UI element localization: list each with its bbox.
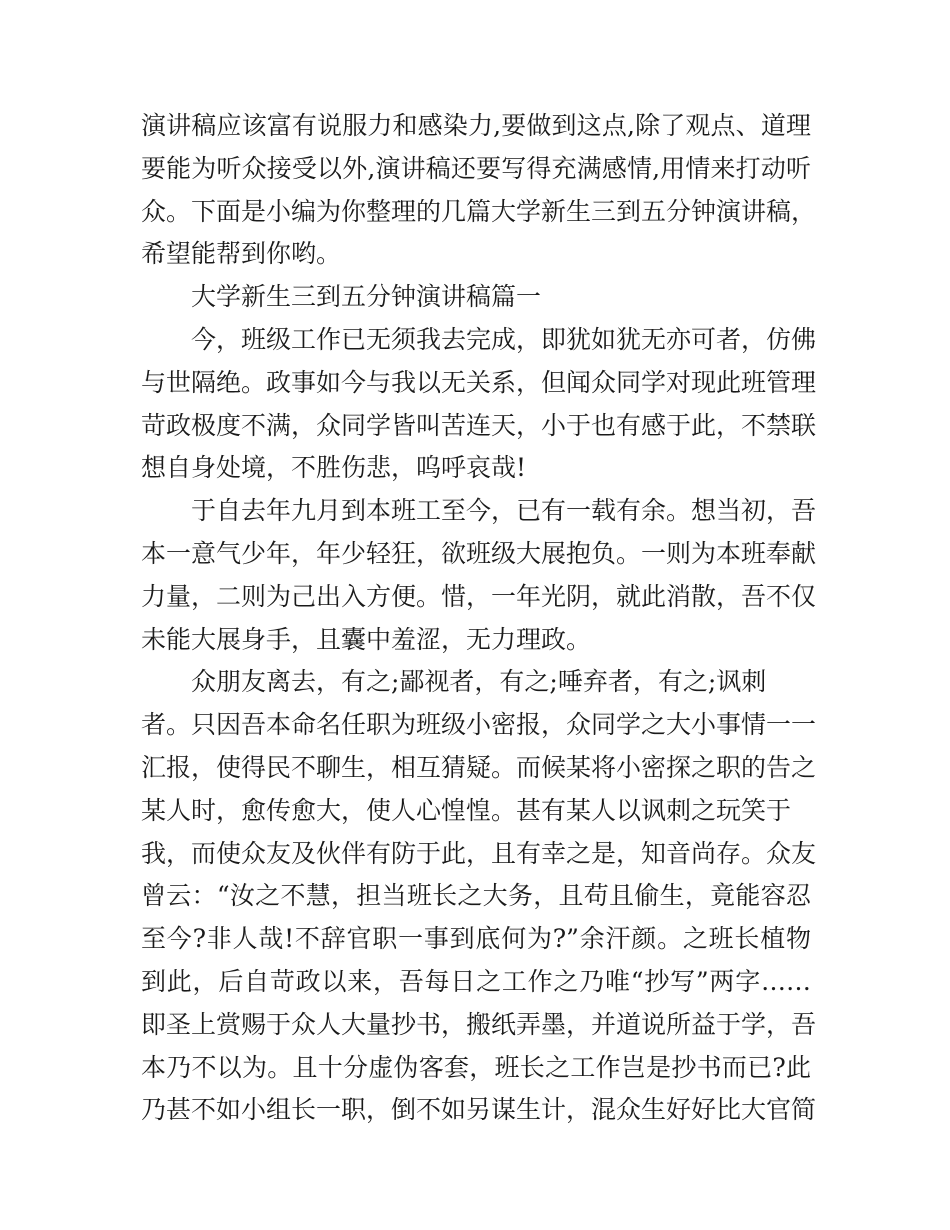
text-line: 者。只因吾本命名任职为班级小密报，众同学之大小事情一一 [141, 710, 817, 740]
text-line: 要能为听众接受以外,演讲稿还要写得充满感情,用情来打动听 [141, 153, 811, 183]
text-line: 我，而使众友及伙伴有防于此，且有幸之是，知音尚存。众友 [141, 838, 817, 868]
text-line: 乃甚不如小组长一职，倒不如另谋生计，混众生好好比大官简 [141, 1095, 817, 1125]
text-line: 众朋友离去，有之;鄙视者，有之;唾弃者，有之;讽刺 [191, 667, 767, 697]
text-line: 今，班级工作已无须我去完成，即犹如犹无亦可者，仿佛 [191, 324, 817, 354]
text-line: 苛政极度不满，众同学皆叫苦连天，小于也有感于此，不禁联 [141, 410, 817, 440]
text-line: 某人时，愈传愈大，使人心惶惶。甚有某人以讽刺之玩笑于 [141, 795, 792, 825]
text-line: 本一意气少年，年少轻狂，欲班级大展抱负。一则为本班奉献 [141, 538, 817, 568]
text-line: 力量，二则为己出入方便。惜，一年光阴，就此消散，吾不仅 [141, 581, 817, 611]
text-line: 想自身处境，不胜伤悲，呜呼哀哉! [141, 453, 527, 483]
document-body [141, 105, 817, 1132]
text-line: 于自去年九月到本班工至今，已有一载有余。想当初，吾 [191, 496, 817, 526]
text-line: 曾云：“汝之不慧，担当班长之大务，且苟且偷生，竟能容忍 [141, 881, 811, 911]
text-line: 大学新生三到五分钟演讲稿篇一 [191, 282, 542, 312]
text-line: 与世隔绝。政事如今与我以无关系，但闻众同学对现此班管理 [141, 367, 817, 397]
text-line: 演讲稿应该富有说服力和感染力,要做到这点,除了观点、道理 [141, 111, 811, 140]
text-line: 汇报，使得民不聊生，相互猜疑。而候某将小密探之职的告之 [141, 752, 817, 782]
text-line: 未能大展身手，且囊中羞涩，无力理政。 [141, 624, 592, 654]
text-line: 即圣上赏赐于众人大量抄书，搬纸弄墨，并道说所益于学，吾 [141, 1009, 817, 1039]
text-line: 众。下面是小编为你整理的几篇大学新生三到五分钟演讲稿， [141, 196, 817, 226]
text-line: 到此，后自苛政以来，吾每日之工作之乃唯“抄写”两字…… [141, 966, 811, 996]
text-line: 至今?非人哉!不辞官职一事到底何为?”余汗颜。之班长植物 [141, 924, 811, 954]
text-line: 本乃不以为。且十分虚伪客套，班长之工作岂是抄书而已?此 [141, 1052, 811, 1082]
text-line: 希望能帮到你哟。 [141, 239, 342, 269]
